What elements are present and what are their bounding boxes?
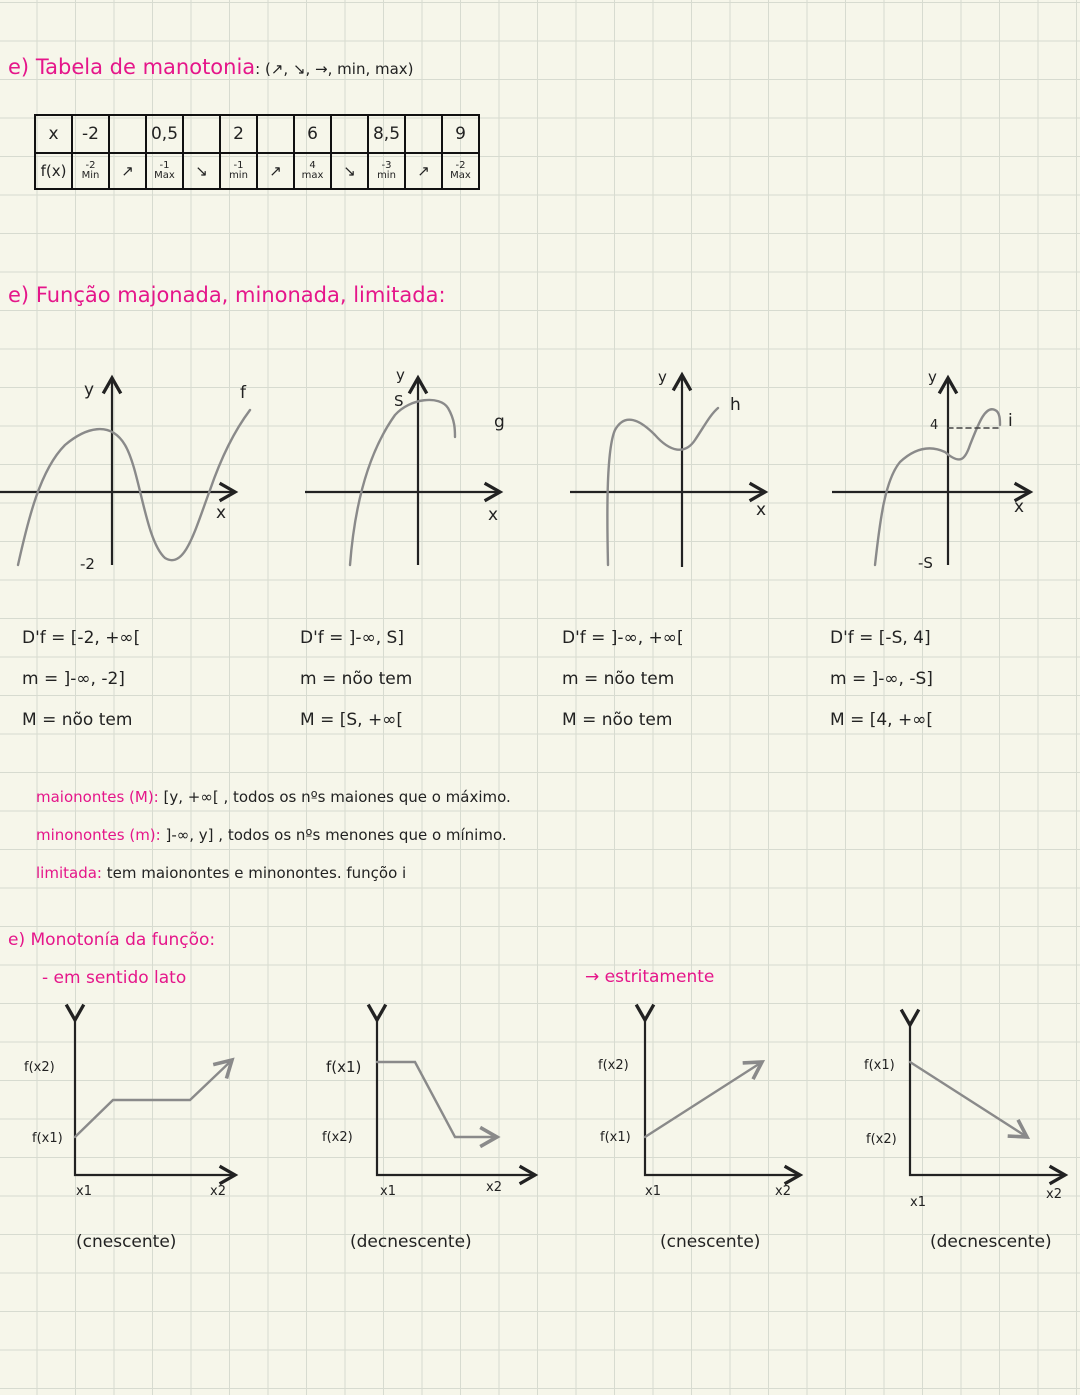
axes [377, 1020, 535, 1175]
definition-text: ]-∞, y] , todos os nºs menones que o mínimo. [160, 826, 507, 844]
cell-value: f(x) [40, 161, 67, 180]
table-row-x [35, 115, 479, 153]
y-axis-label: y [658, 368, 667, 386]
curve-h [607, 408, 718, 565]
curve-lato-decreasing [377, 1062, 497, 1137]
y-label-bottom: f(x2) [322, 1130, 353, 1145]
curve-strict-decreasing [910, 1062, 1027, 1137]
bound-value-label: 4 [930, 418, 939, 433]
x-axis-label: x [488, 505, 499, 525]
y-axis-label: y [84, 380, 95, 400]
term: maionontes (M): [36, 788, 159, 806]
table-cell [442, 153, 479, 189]
domain: D'f = [-S, 4] [830, 628, 931, 648]
minorants: m = ]-∞, -2] [22, 669, 125, 689]
table-row-fx [35, 153, 479, 189]
caption: (decnescente) [930, 1232, 1052, 1252]
section-heading-bounded [8, 283, 446, 307]
table-cell [368, 153, 405, 189]
table-cell: x [35, 115, 72, 153]
table-cell: -2 [72, 115, 109, 153]
curve-f [18, 410, 250, 565]
results-f [22, 618, 140, 741]
section-title: Monotonía da funçõo: [30, 930, 216, 950]
definition-majorants [36, 778, 511, 816]
cell-tag: min [377, 170, 396, 181]
y-axis-label: y [396, 366, 405, 384]
table-cell: 9 [442, 115, 479, 153]
section-marker: e) [8, 55, 30, 79]
axes [910, 1025, 1065, 1175]
cell-tag: Max [154, 170, 175, 181]
definition-text: tem maionontes e minonontes. funçõo i [101, 864, 407, 882]
table-cell [257, 115, 294, 153]
definition-bounded [36, 854, 511, 892]
section-heading-monotony [8, 930, 215, 950]
table-cell: 8,5 [368, 115, 405, 153]
x2-label: x2 [210, 1184, 226, 1199]
arrow-up-icon: ↗ [417, 161, 430, 180]
minorants: m = nõo tem [562, 669, 675, 689]
table-cell [146, 153, 183, 189]
arrow-up-icon: ↗ [121, 161, 134, 180]
caption: (cnescente) [660, 1232, 761, 1252]
y-axis-label: y [928, 368, 937, 386]
cell-tag: Min [81, 170, 100, 181]
section-title: Função majonada, minonada, limitada: [35, 283, 446, 307]
majorants: M = [S, +∞[ [300, 710, 403, 730]
y-label-bottom: f(x1) [32, 1131, 63, 1146]
min-value-label: -2 [80, 555, 95, 573]
table-cell [183, 153, 220, 189]
x1-label: x1 [76, 1184, 92, 1199]
min-value-label: -S [918, 554, 933, 572]
axes [75, 1020, 235, 1175]
y-label-top: f(x2) [598, 1058, 629, 1073]
x2-label: x2 [775, 1184, 791, 1199]
arrow-up-icon: ↗ [269, 161, 282, 180]
section-marker: e) [8, 283, 30, 307]
cell-value: -3 [381, 160, 392, 171]
section-heading-table [8, 55, 414, 79]
table-cell [405, 153, 442, 189]
function-name: i [1008, 411, 1013, 431]
table-cell: 2 [220, 115, 257, 153]
domain: D'f = [-2, +∞[ [22, 628, 141, 648]
table-cell [72, 153, 109, 189]
definition-text: [y, +∞[ , todos os nºs maiones que o máximo. [158, 788, 511, 806]
caption: (decnescente) [350, 1232, 472, 1252]
curve-strict-increasing [645, 1062, 762, 1137]
x1-label: x1 [910, 1195, 926, 1210]
cell-value: -2 [455, 160, 466, 171]
majorants: M = nõo tem [22, 710, 133, 730]
cell-value: -1 [233, 160, 244, 171]
table-cell [331, 153, 368, 189]
x-axis-label: x [756, 500, 767, 520]
x-axis-label: x [216, 503, 227, 523]
caption: (cnescente) [76, 1232, 177, 1252]
table-cell [220, 153, 257, 189]
definition-minorants [36, 816, 511, 854]
function-name: h [730, 395, 741, 415]
y-label-top: f(x1) [326, 1058, 362, 1076]
majorants: M = [4, +∞[ [830, 710, 934, 730]
x-axis-label: x [1014, 497, 1025, 517]
x2-label: x2 [1046, 1187, 1062, 1202]
monotony-table [34, 114, 480, 190]
x1-label: x1 [645, 1184, 661, 1199]
definitions [36, 778, 511, 892]
x1-label: x1 [380, 1184, 396, 1199]
table-cell [109, 153, 146, 189]
cell-tag: max [301, 170, 324, 181]
minorants: m = ]-∞, -S] [830, 669, 933, 689]
y-label-bottom: f(x1) [600, 1130, 631, 1145]
y-label-top: f(x2) [24, 1060, 55, 1075]
section-legend: : (↗, ↘, →, min, max) [255, 60, 414, 78]
cell-value: 4 [309, 160, 316, 171]
minorants: m = nõo tem [300, 669, 413, 689]
curve-g [350, 400, 455, 565]
section-marker: e) [8, 930, 26, 950]
y-label-top: f(x1) [864, 1058, 895, 1073]
arrow-down-icon: ↘ [343, 161, 356, 180]
table-cell: 6 [294, 115, 331, 153]
results-h [562, 618, 684, 741]
table-cell: 0,5 [146, 115, 183, 153]
arrow-down-icon: ↘ [195, 161, 208, 180]
cell-value: -1 [159, 160, 170, 171]
x2-label: x2 [486, 1180, 502, 1195]
max-value-label: S [394, 392, 404, 410]
subheading-strict: → estritamente [585, 967, 715, 987]
table-cell [257, 153, 294, 189]
function-name: g [494, 412, 505, 432]
axes [645, 1020, 800, 1175]
cell-value: -2 [85, 160, 96, 171]
table-cell [405, 115, 442, 153]
majorants: M = nõo tem [562, 710, 673, 730]
table-cell [109, 115, 146, 153]
term: limitada: [36, 864, 102, 882]
domain: D'f = ]-∞, S] [300, 628, 404, 648]
section-title: Tabela de manotonia [35, 55, 256, 79]
domain: D'f = ]-∞, +∞[ [562, 628, 684, 648]
y-label-bottom: f(x2) [866, 1132, 897, 1147]
results-i [830, 618, 933, 741]
table-cell [183, 115, 220, 153]
table-cell [331, 115, 368, 153]
table-cell [294, 153, 331, 189]
results-g [300, 618, 412, 741]
cell-tag: Max [450, 170, 471, 181]
term: minonontes (m): [36, 826, 161, 844]
cell-tag: min [229, 170, 248, 181]
function-name: f [240, 383, 246, 403]
subheading-lato: - em sentido lato [42, 968, 187, 988]
curve-lato-increasing [75, 1060, 232, 1137]
table-cell [35, 153, 72, 189]
